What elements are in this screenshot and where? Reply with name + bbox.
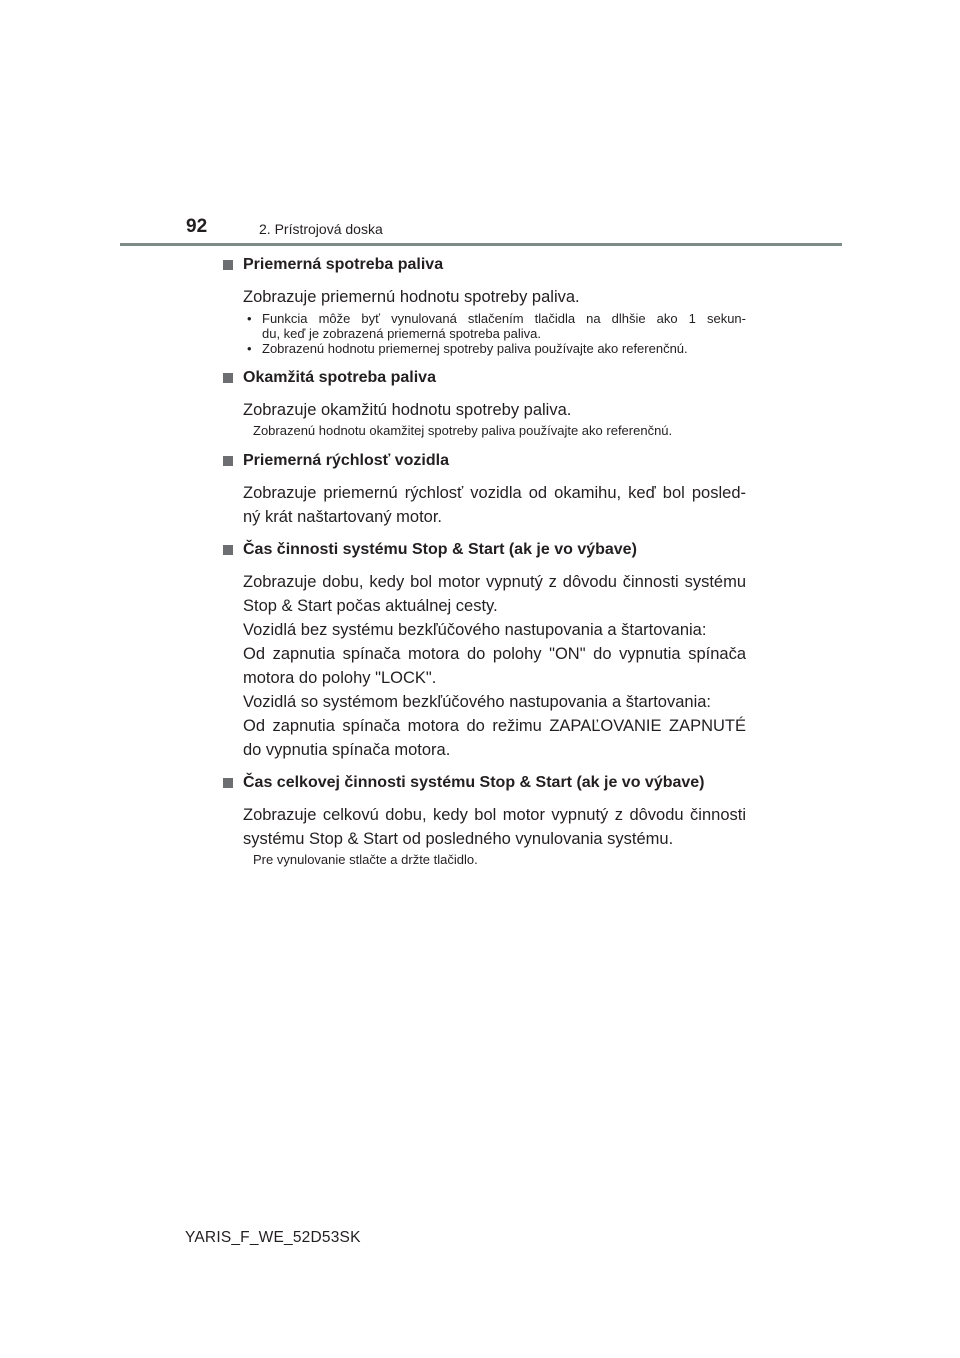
heading-total-stop-start-time: Čas celkovej činnosti systému Stop & Start (ak je vo výbave) <box>222 772 746 794</box>
bullet-dot-icon: • <box>247 311 252 326</box>
heading-stop-start-time: Čas činnosti systému Stop & Start (ak je vo výbave) <box>222 539 746 561</box>
body-instant-fuel: Zobrazuje okamžitú hodnotu spotreby paliva. <box>243 401 572 419</box>
section-title: 2. Prístrojová doska <box>259 221 383 237</box>
header-divider <box>120 243 842 246</box>
note-reset: Pre vynulovanie stlačte a držte tlačidlo. <box>253 852 478 867</box>
square-bullet-icon <box>223 778 233 788</box>
bullet-list <box>243 311 746 356</box>
body-stop-start-time: Zobrazuje dobu, kedy bol motor vypnutý z dôvodu činnosti systému Stop & Start počas aktuálnej cesty. Vozidlá bez systému bezkľúčového nastupovania a štartovania: Od zapnutia spínača motora do polohy "ON" do vypnutia spínača motora do polohy "LOCK". Vozidlá so systémom bezkľúčového nastupovania a štartovania: Od zapnutia spínača motora do režimu ZAPAĽOVANIE ZAPNUTÉ do vypnutia spínača motora. <box>243 573 746 759</box>
list-item: • Funkcia môže byť vynulovaná stlačením tlačidla na dlhšie ako 1 sekun- du, keď je zobrazená priemerná spotreba paliva. <box>247 311 746 341</box>
heading-average-fuel: Priemerná spotreba paliva <box>222 254 746 276</box>
square-bullet-icon <box>223 373 233 383</box>
square-bullet-icon <box>223 545 233 555</box>
main-content <box>222 254 746 868</box>
body-average-speed: Zobrazuje priemernú rýchlosť vozidla od okamihu, keď bol posled- ný krát naštartovaný motor. <box>243 484 746 526</box>
bullet-dot-icon: • <box>247 341 252 356</box>
document-code: YARIS_F_WE_52D53SK <box>185 1229 361 1246</box>
page-number: 92 <box>186 216 208 237</box>
page-header <box>0 0 960 250</box>
list-item: • Zobrazenú hodnotu priemernej spotreby paliva používajte ako referenčnú. <box>247 341 688 356</box>
square-bullet-icon <box>223 260 233 270</box>
heading-instant-fuel: Okamžitá spotreba paliva <box>222 367 746 389</box>
square-bullet-icon <box>223 456 233 466</box>
body-average-fuel: Zobrazuje priemernú hodnotu spotreby paliva. <box>243 288 580 306</box>
body-total-stop-start-time: Zobrazuje celkovú dobu, kedy bol motor vypnutý z dôvodu činnosti systému Stop & Start od posledného vynulovania systému. <box>243 806 746 848</box>
heading-average-speed: Priemerná rýchlosť vozidla <box>222 450 746 472</box>
note-instant-fuel: Zobrazenú hodnotu okamžitej spotreby paliva používajte ako referenčnú. <box>253 423 673 438</box>
